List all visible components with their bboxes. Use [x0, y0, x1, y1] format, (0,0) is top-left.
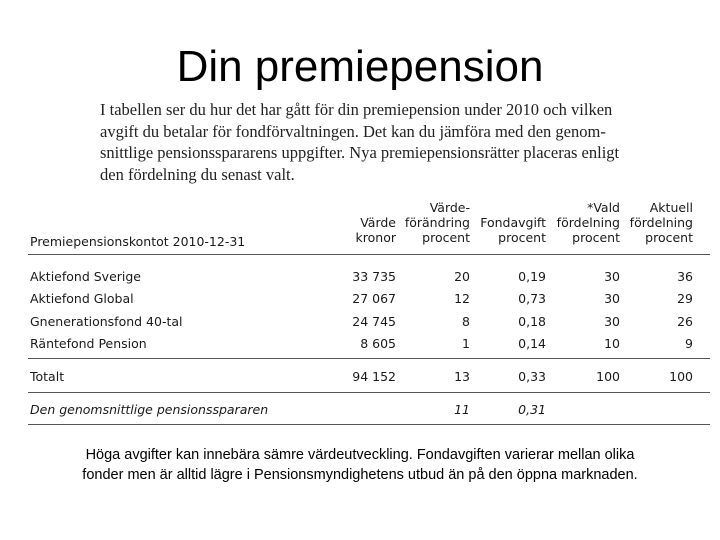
header-line: fördelning [556, 215, 620, 230]
fund-name: Räntefond Pension [30, 336, 147, 351]
fund-name: Gnenerationsfond 40-tal [30, 314, 183, 329]
table-row [28, 269, 710, 289]
header-value [356, 200, 396, 245]
pension-table [28, 200, 710, 417]
header-line: förändring [404, 215, 470, 230]
header-line: procent [422, 230, 470, 245]
divider [28, 254, 710, 255]
cell-fee: 0,18 [518, 314, 546, 329]
cell-current: 29 [677, 291, 693, 306]
cell-current: 100 [669, 369, 693, 384]
header-line: Värde- [429, 200, 470, 215]
cell-chosen: 100 [596, 369, 620, 384]
header-line: Aktuell [649, 200, 693, 215]
average-row [28, 402, 710, 422]
fund-name: Aktiefond Global [30, 291, 134, 306]
cell-change: 13 [454, 369, 470, 384]
footer-note [0, 445, 720, 485]
header-chosen-allocation [557, 200, 620, 245]
footer-line: fonder men är alltid lägre i Pensionsmyndighetens utbud än på den öppna marknaden. [82, 467, 638, 483]
intro-paragraph [100, 99, 660, 185]
cell-current: 26 [677, 314, 693, 329]
header-line: Fondavgift [480, 215, 546, 230]
intro-line: snittlige pensionsspararens uppgifter. Nya premiepensionsrätter placeras enligt [100, 143, 620, 162]
divider [28, 392, 710, 393]
table-row [28, 336, 710, 356]
table-row [28, 314, 710, 334]
header-line: fördelning [629, 215, 693, 230]
header-line: *Vald [587, 200, 620, 215]
header-line: procent [645, 230, 693, 245]
header-line [480, 200, 546, 215]
cell-current: 9 [685, 336, 693, 351]
cell-fee: 0,19 [518, 269, 546, 284]
intro-line: avgift du betalar för fondförvaltningen. Det kan du jämföra med den genom- [100, 121, 606, 141]
average-label: Den genomsnittlige pensionsspararen [30, 402, 269, 417]
total-row [28, 369, 710, 389]
cell-change: 11 [454, 402, 470, 417]
cell-current: 36 [677, 269, 693, 284]
header-current-allocation [630, 200, 693, 245]
cell-value: 33 735 [352, 269, 396, 284]
page-title: Din premiepension [176, 42, 544, 91]
cell-fee: 0,14 [518, 336, 546, 351]
header-change [405, 200, 470, 245]
cell-change: 8 [462, 314, 470, 329]
table-header [28, 200, 710, 250]
header-line: procent [572, 230, 620, 245]
header-line [356, 200, 396, 215]
header-fee [480, 200, 546, 245]
header-line: Värde [360, 215, 396, 230]
cell-chosen: 30 [604, 269, 620, 284]
intro-line: I tabellen ser du hur det har gått för din premiepension under 2010 och vilken [100, 100, 613, 119]
cell-change: 12 [454, 291, 470, 306]
cell-fee: 0,33 [518, 369, 546, 384]
divider [28, 424, 710, 425]
cell-chosen: 30 [604, 314, 620, 329]
cell-chosen: 10 [604, 336, 620, 351]
cell-value: 27 067 [352, 291, 396, 306]
table-row [28, 291, 710, 311]
cell-value: 94 152 [352, 369, 396, 384]
cell-value: 24 745 [352, 314, 396, 329]
cell-change: 20 [454, 269, 470, 284]
divider [28, 358, 710, 359]
cell-value: 8 605 [360, 336, 396, 351]
cell-change: 1 [462, 336, 470, 351]
cell-fee: 0,31 [518, 402, 546, 417]
header-line: kronor [355, 230, 396, 245]
intro-line: den fördelning du senast valt. [100, 164, 295, 184]
footer-line: Höga avgifter kan innebära sämre värdeutveckling. Fondavgiften varierar mellan olika [85, 447, 635, 463]
account-label: Premiepensionskontot 2010-12-31 [30, 234, 246, 249]
fund-name: Aktiefond Sverige [30, 269, 141, 284]
header-line: procent [498, 230, 546, 245]
total-label: Totalt [30, 369, 65, 384]
cell-fee: 0,73 [518, 291, 546, 306]
cell-chosen: 30 [604, 291, 620, 306]
